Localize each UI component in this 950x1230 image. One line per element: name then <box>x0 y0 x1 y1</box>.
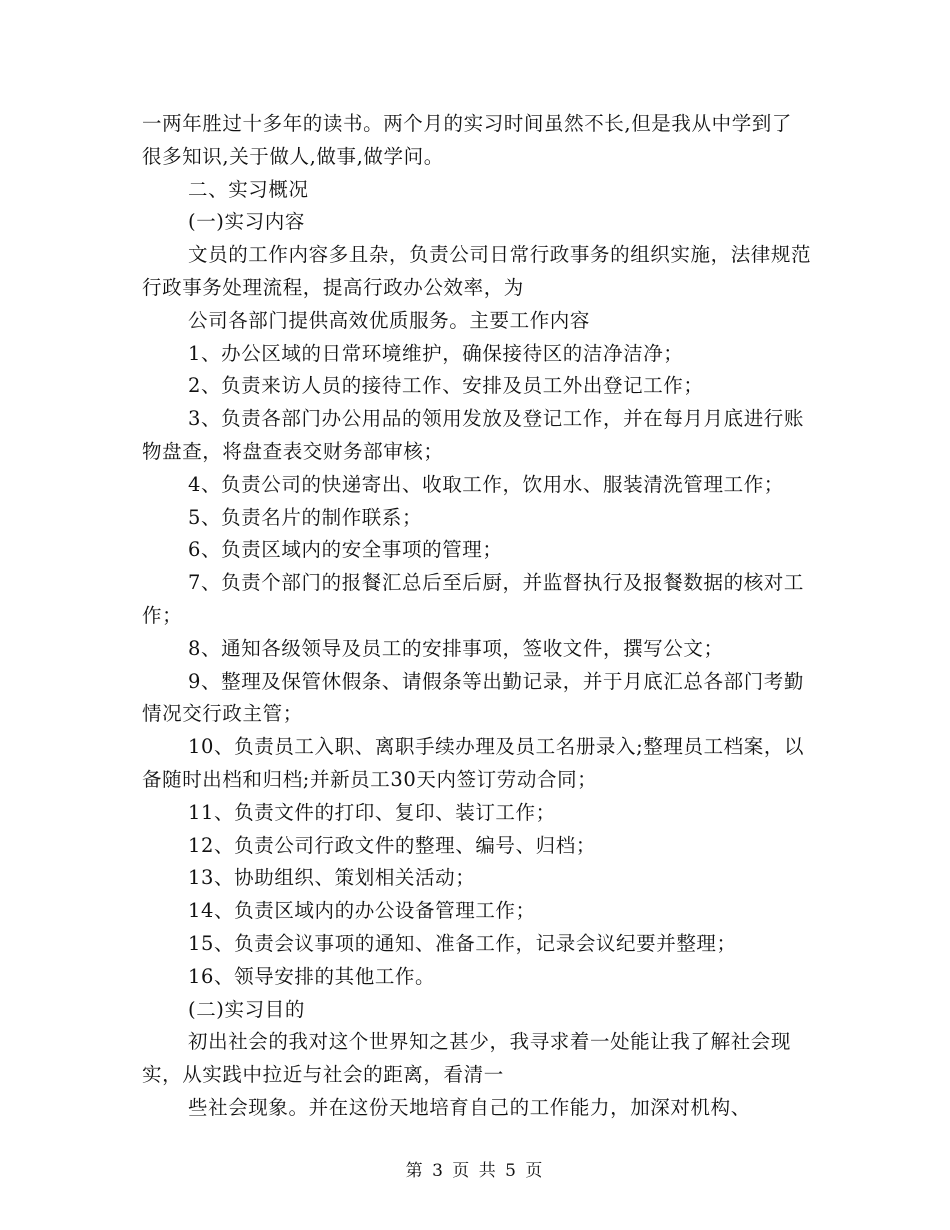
paragraph: 一两年胜过十多年的读书。两个月的实习时间虽然不长,但是我从中学到了很多知识,关于做人,做事,做学问。 <box>142 112 792 168</box>
paragraph: 公司各部门提供高效优质服务。主要工作内容 <box>188 308 591 332</box>
list-item: 14、负责区域内的办公设备管理工作； <box>188 899 536 923</box>
list-item: 13、协助组织、策划相关活动； <box>188 866 476 890</box>
list-item: 9、整理及保管休假条、请假条等出勤记录，并于月底汇总各部门考勤情况交行政主管； <box>142 669 805 726</box>
list-item: 5、负责名片的制作联系； <box>188 505 423 529</box>
list-item: 2、负责来访人员的接待工作、安排及员工外出登记工作； <box>188 374 704 398</box>
paragraph: 文员的工作内容多且杂，负责公司日常行政事务的组织实施，法律规范行政事务处理流程，提高行政办公效率，为 <box>142 243 812 299</box>
list-item: 6、负责区域内的安全事项的管理； <box>188 538 503 562</box>
list-item: 8、通知各级领导及员工的安排事项，签收文件，撰写公文； <box>188 636 724 660</box>
list-item: 10、负责员工入职、离职手续办理及员工名册录入;整理员工档案，以备随时出档和归档;并新员工30天内签订劳动合同； <box>142 735 805 791</box>
subsection-heading: (一)实习内容 <box>188 210 305 234</box>
list-item: 3、负责各部门办公用品的领用发放及登记工作，并在每月月底进行账物盘查，将盘查表交财务部审核； <box>142 407 805 463</box>
list-item: 1、办公区域的日常环境维护，确保接待区的洁净洁净； <box>188 341 684 365</box>
section-heading: 二、实习概况 <box>188 177 309 201</box>
list-item: 12、负责公司行政文件的整理、编号、归档； <box>188 833 596 857</box>
paragraph: 初出社会的我对这个世界知之甚少，我寻求着一处能让我了解社会现实，从实践中拉近与社会的距离，看清一 <box>142 1030 792 1087</box>
list-item: 11、负责文件的打印、复印、装订工作； <box>188 800 556 824</box>
list-item: 7、负责个部门的报餐汇总后至后厨，并监督执行及报餐数据的核对工作； <box>142 571 805 627</box>
paragraph: 些社会现象。并在这份天地培育自己的工作能力，加深对机构、 <box>188 1095 751 1119</box>
list-item: 15、负责会议事项的通知、准备工作，记录会议纪要并整理； <box>188 931 737 955</box>
page-number-footer: 第 3 页 共 5 页 <box>405 1161 545 1181</box>
list-item: 4、负责公司的快递寄出、收取工作，饮用水、服装清洗管理工作； <box>188 472 784 496</box>
list-item: 16、领导安排的其他工作。 <box>188 964 436 988</box>
subsection-heading: (二)实习目的 <box>188 997 305 1021</box>
document-body <box>142 108 812 1125</box>
